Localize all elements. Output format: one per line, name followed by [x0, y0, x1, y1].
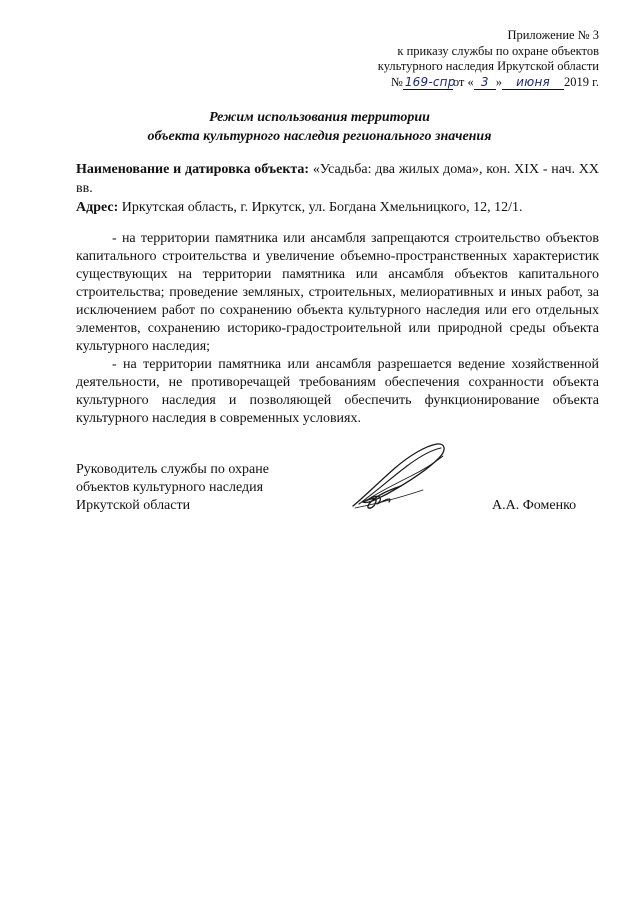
object-address-value: Иркутская область, г. Иркутск, ул. Богдана Хмельницкого, 12, 12/1.: [121, 200, 523, 215]
signer-position-line-1: Руководитель службы по охране: [76, 462, 269, 477]
signer-position-line-3: Иркутской области: [76, 498, 191, 513]
annex-header: [378, 28, 599, 90]
document-title: [0, 108, 639, 146]
signer-position-line-2: объектов культурного наследия: [76, 480, 264, 495]
annex-authority: культурного наследия Иркутской области: [377, 59, 599, 73]
order-month-handwritten: июня: [502, 76, 564, 90]
title-line-2: объекта культурного наследия регионального значения: [147, 129, 492, 144]
usage-rules: [76, 230, 599, 428]
object-info: [76, 160, 599, 217]
signer-name: А.А. Фоменко: [492, 498, 577, 513]
annex-order-number-date: [378, 75, 599, 91]
order-day-handwritten: 3: [474, 76, 496, 90]
object-name-paragraph: [76, 160, 599, 198]
title-line-1: Режим использования территории: [209, 110, 430, 125]
order-number-sign: №: [390, 74, 403, 89]
rule-permissions: - на территории памятника или ансамбля разрешается ведение хозяйственной деятельности, не противоречащей требованиям обеспечения сохранности объекта культурного наследия и позволяющей обеспечить функционирование объекта культурного наследия в современных условиях.: [76, 357, 599, 426]
object-address-label: Адрес:: [76, 200, 119, 215]
order-number-handwritten: 169-спр: [404, 74, 456, 89]
object-address-paragraph: [76, 198, 599, 217]
order-year: 2019 г.: [564, 74, 599, 89]
annex-order-ref: к приказу службы по охране объектов: [397, 43, 599, 58]
order-date-prefix: от «: [452, 74, 474, 89]
rule-prohibitions: - на территории памятника или ансамбля запрещаются строительство объектов капитального строительства и увеличение объемно-пространственных характеристик существующих на территории памятника или ансамбля объектов капитального строительства; проведение земляных, строительных, мелиоративных и иных работ, за исключением работ по сохранению объекта культурного наследия или его отдельных элементов, сохранению историко-градостроительной или природной среды объекта культурного наследия;: [76, 231, 599, 354]
annex-title: Приложение № 3: [507, 28, 599, 42]
signer-position: [76, 461, 312, 515]
order-date-quote: »: [495, 74, 503, 89]
object-name-label: Наименование и датировка объекта:: [76, 162, 310, 177]
handwritten-signature-icon: [345, 438, 455, 516]
object-name-value: «Усадьба: два жилых дома», кон. XIX - нач. XX вв.: [76, 162, 600, 196]
